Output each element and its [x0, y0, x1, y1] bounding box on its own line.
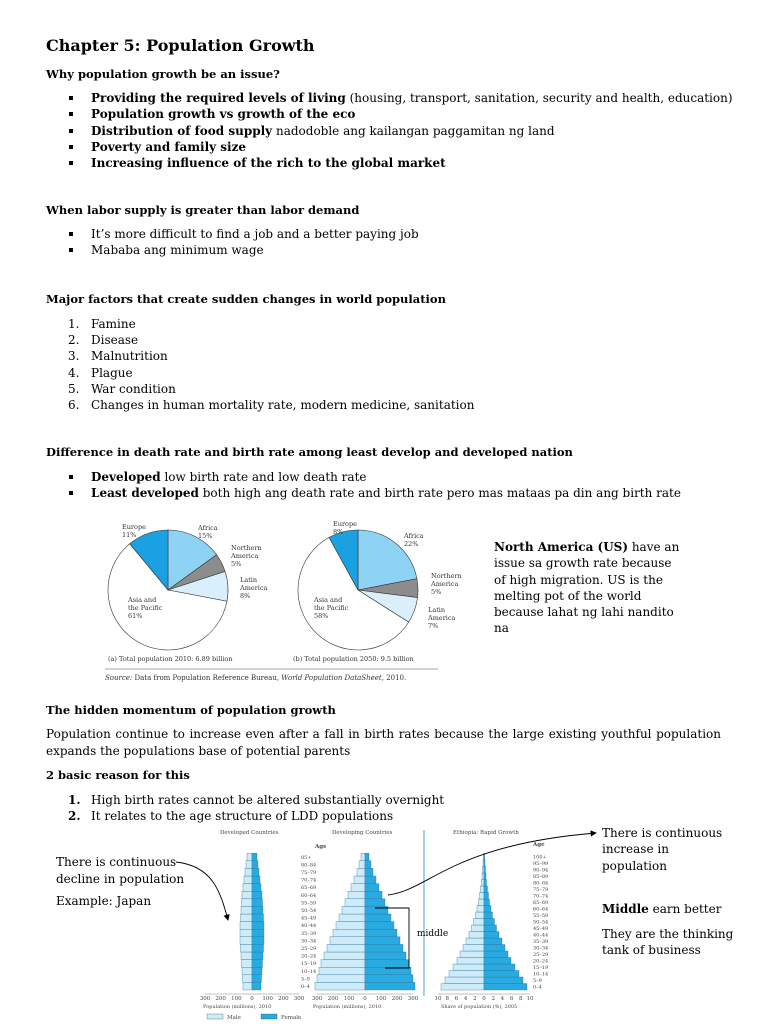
age-label-ethiopia: 55–59 [533, 913, 549, 919]
pyramid-bar-female [484, 964, 515, 971]
list-item: 1. High birth rates cannot be altered substantially overnight [68, 793, 445, 807]
axis-tick-label: 100 [262, 996, 273, 1002]
age-label: 15–19 [301, 961, 317, 968]
age-label: 0–4 [301, 984, 310, 990]
pyramid-bar-male [242, 960, 253, 968]
axis-tick-label: 300 [199, 996, 211, 1002]
list-item: Poverty and family size [66, 139, 733, 155]
pyramid-bar-male [339, 914, 365, 922]
age-label-ethiopia: 0–4 [533, 984, 542, 991]
pyramid-ethiopia [441, 854, 527, 991]
pie-b-label-asia-pct: 58% [314, 612, 329, 620]
pyramid-bar-female [365, 861, 371, 869]
age-label: 65–69 [301, 885, 317, 892]
pyramid-bar-male [247, 853, 252, 861]
pyramid-bar-male [460, 951, 484, 958]
legend-female-label: Female [281, 1015, 302, 1021]
list-item: Providing the required levels of living (housing, transport, sanitation, security and health, education) [66, 90, 733, 106]
pyramid-2-title: Developing Countries [332, 830, 393, 836]
pie-b-label-africa-pct: 22% [404, 540, 419, 548]
pyramid-bar-female [365, 960, 409, 968]
pie-a-label-asia-pct: 61% [128, 612, 143, 620]
pyramid-bar-female [365, 922, 394, 930]
section-heading-issue: Why population growth be an issue? [46, 67, 280, 81]
pyramid-bar-male [482, 873, 484, 880]
list-item: Distribution of food supply nadodoble ang kailangan paggamitan ng land [66, 123, 733, 139]
pyramid-bar-male [357, 868, 365, 876]
legend-female-swatch [261, 1014, 277, 1019]
pyramid-bar-male [472, 925, 485, 932]
decline-note: There is continuous decline in population [56, 855, 185, 886]
pyramid-bar-male [324, 952, 365, 960]
pyramid-1-xlabel: Population (millions), 2010 [203, 1004, 272, 1010]
pyramid-bar-male [345, 899, 365, 907]
pyramid-bar-female [365, 906, 388, 914]
pyramid-bar-female [484, 860, 485, 867]
age-label-ethiopia: 70–74 [533, 893, 549, 900]
pyramid-bar-male [359, 861, 365, 869]
pyramid-developing [315, 853, 415, 990]
list-item: 4. Plague [68, 365, 133, 380]
pyramid-bar-female [365, 899, 385, 907]
pie-b-label-na-pct: 5% [431, 588, 442, 596]
pie-a-label-africa-pct: 15% [198, 532, 213, 540]
axis-tick-label: 10 [526, 996, 534, 1002]
pyramid-bar-female [484, 873, 486, 880]
pyramid-bar-male [244, 876, 252, 884]
axis-tick-label: 8 [445, 996, 449, 1002]
section-heading-labor: When labor supply is greater than labor demand [46, 203, 360, 217]
pyramid-3-xlabel: Share of population (%), 2005 [441, 1004, 518, 1010]
pie-b-label-europe: Europe [333, 520, 357, 528]
pyramid-bar-male [240, 922, 252, 930]
pyramid-bar-female [365, 975, 413, 983]
difference-list [66, 469, 681, 502]
pyramid-bar-female [365, 929, 397, 937]
axis-tick-label: 2 [473, 996, 477, 1002]
age-label-ethiopia: 15–19 [533, 965, 549, 971]
pyramid-developed [240, 853, 264, 990]
pyramid-bar-male [445, 977, 484, 984]
list-item: 3. Malnutrition [68, 349, 168, 364]
pie-b-label-na: Northern [431, 572, 462, 580]
pyramid-bar-male [336, 922, 365, 930]
axis-tick-label: 200 [391, 996, 403, 1002]
section-heading-difference: Difference in death rate and birth rate among least develop and developed nation [46, 445, 573, 459]
age-label: 20–24 [301, 953, 317, 960]
pyramid-bar-male [243, 884, 252, 892]
pyramid-bar-male [342, 906, 365, 914]
axis-tick-label: 6 [454, 996, 459, 1002]
momentum-paragraph: Population continue to increase even after a fall in birth rates because the large existing youthful population expands the populations base of potential parents [46, 727, 721, 758]
list-item: 1. Famine [68, 317, 136, 331]
age-label: 10–14 [301, 968, 317, 975]
pie-chart-2050 [298, 530, 418, 650]
pie-a-label-asia-2: the Pacific [128, 604, 163, 612]
pyramid-bar-male [477, 906, 484, 913]
pie-b-label-la-pct: 7% [428, 622, 439, 630]
pyramid-bar-male [240, 929, 252, 937]
age-label-ethiopia: 35–39 [533, 939, 549, 945]
pyramid-bar-female [252, 868, 259, 876]
pie-b-label-la: Latin [428, 606, 446, 614]
list-item: 5. War condition [68, 381, 176, 396]
list-item: 2. Disease [68, 333, 139, 348]
pyramid-bar-male [242, 899, 253, 907]
pyramid-bar-female [365, 884, 379, 892]
pyramid-bar-female [484, 867, 486, 874]
pyramid-bar-female [365, 982, 415, 990]
pyramid-bar-male [246, 861, 252, 869]
pyramid-bar-male [441, 984, 484, 991]
pie-a-label-na-pct: 5% [231, 560, 242, 568]
axis-tick-label: 300 [293, 996, 305, 1002]
axis-tick-label: 10 [434, 996, 442, 1002]
pyramid-bar-male [240, 937, 252, 945]
pie-b-label-na-2: America [431, 580, 459, 588]
pyramid-bar-female [365, 937, 400, 945]
pyramid-bar-male [242, 891, 252, 899]
pyramid-bar-female [365, 944, 403, 952]
pyramid-bar-male [321, 960, 365, 968]
age-label: 80–84 [301, 862, 317, 869]
pyramid-bar-male [483, 867, 485, 874]
age-label-ethiopia: 95–99 [533, 861, 549, 867]
list-item: Least developed both high ang death rate and birth rate pero mas mataas pa din ang birth rate [66, 485, 681, 501]
pyramid-bar-female [484, 932, 499, 939]
pie-a-label-europe: Europe [122, 523, 146, 531]
pyramid-bar-female [365, 853, 369, 861]
pyramid-bar-female [484, 886, 488, 893]
pyramid-bar-male [469, 932, 484, 939]
pyramid-bar-female [252, 960, 263, 968]
pyramid-bar-male [315, 982, 365, 990]
pyramid-bar-male [480, 893, 485, 900]
pyramid-bar-female [252, 906, 263, 914]
axis-tick-label: 6 [509, 996, 514, 1002]
pyramid-bar-male [317, 975, 365, 983]
pyramid-bar-female [484, 945, 505, 952]
axis-tick-label: 100 [375, 996, 387, 1002]
pyramid-bar-male [241, 952, 252, 960]
age-label-ethiopia: 25–29 [533, 952, 549, 958]
list-item: Developed low birth rate and low death rate [66, 469, 681, 485]
pyramid-1-title: Developed Countries [220, 830, 279, 836]
pyramid-bar-female [252, 952, 263, 960]
pyramid-bar-female [252, 975, 262, 983]
pyramid-bar-female [484, 906, 491, 913]
pyramid-bar-female [484, 899, 490, 906]
middle-label: middle [417, 929, 449, 939]
age-label: 35–39 [301, 930, 317, 937]
pyramid-bar-female [484, 951, 508, 958]
pyramid-bar-male [333, 929, 365, 937]
axis-tick-label: 200 [278, 996, 289, 1002]
pie-chart-2010 [108, 530, 228, 650]
pie-b-label-asia-2: the Pacific [314, 604, 349, 612]
middle-note: Middle earn better [602, 902, 722, 916]
pyramid-bar-female [484, 977, 523, 984]
list-item: It’s more difficult to find a job and a better paying job [66, 226, 419, 242]
age-label-ethiopia: 45–49 [533, 926, 549, 932]
age-label: 75–79 [301, 870, 317, 876]
pie-charts-figure [100, 515, 462, 685]
pyramid-bar-male [243, 982, 252, 990]
pyramid-bar-female [484, 984, 527, 991]
axis-tick-label: 8 [519, 996, 523, 1002]
axis-tick-label: 0 [363, 996, 367, 1002]
pyramid-bar-male [348, 891, 365, 899]
pie-a-label-europe-pct: 11% [122, 531, 137, 539]
pyramid-axes [200, 994, 534, 1002]
list-item: Population growth vs growth of the eco [66, 106, 733, 122]
page-title: Chapter 5: Population Growth [46, 36, 315, 55]
pyramid-bar-male [453, 964, 484, 971]
pyramid-bar-female [484, 919, 495, 926]
age-label-ethiopia: 90–94 [533, 867, 549, 874]
pie-a-label-na: Northern [231, 544, 262, 552]
pyramid-bar-female [484, 912, 493, 919]
pyramid-bar-female [252, 861, 258, 869]
age-label: 5–9 [301, 976, 310, 983]
labor-list [66, 226, 419, 259]
age-label-ethiopia: 100+ [533, 854, 547, 861]
reasons-list [66, 792, 444, 824]
pyramid-bar-male [327, 944, 365, 952]
pyramid-bar-female [252, 967, 262, 975]
axis-tick-label: 2 [491, 996, 495, 1002]
section-heading-factors: Major factors that create sudden changes in world population [46, 292, 446, 306]
pyramid-bar-male [476, 912, 485, 919]
pyramid-bar-female [252, 891, 262, 899]
axis-tick-label: 300 [407, 996, 419, 1002]
axis-tick-label: 4 [500, 996, 505, 1002]
age-label-ethiopia: 40–44 [533, 932, 549, 939]
pie-b-label-la-2: America [428, 614, 456, 622]
factors-list [66, 316, 474, 413]
pyramid-2-xlabel: Population (millions), 2010 [313, 1004, 382, 1010]
pyramid-bar-female [365, 952, 406, 960]
list-item: Increasing influence of the rich to the global market [66, 155, 733, 171]
pyramid-bar-male [241, 914, 253, 922]
pyramid-bar-male [482, 880, 485, 887]
pie-a-label-la-2: America [240, 584, 268, 592]
pyramid-bar-female [252, 929, 264, 937]
axis-tick-label: 200 [327, 996, 339, 1002]
pie-a-label-la-pct: 8% [240, 592, 251, 600]
pie-b-label-africa: Africa [404, 532, 424, 540]
issue-list [66, 90, 733, 171]
thinking-note: They are the thinking tank of business [602, 927, 734, 958]
age-label-ethiopia: 50–54 [533, 919, 549, 926]
increase-note: There is continuous increase in population [602, 826, 723, 873]
pyramid-bar-male [241, 906, 252, 914]
figure-source: Source: Data from Population Reference Bureau, World Population DataSheet, 2010. [105, 674, 407, 682]
pie-a-label-la: Latin [240, 576, 258, 584]
subheading-reasons: 2 basic reason for this [46, 768, 190, 782]
pyramid-bar-female [252, 937, 264, 945]
pyramid-bar-male [243, 975, 253, 983]
pyramid-bar-female [484, 925, 497, 932]
north-america-note: North America (US) have an issue sa growth rate because of high migration. US is the melting pot of the world because lahat ng lahi nandito na [494, 540, 680, 636]
age-label-ethiopia: 20–24 [533, 958, 549, 965]
age-label-ethiopia: 10–14 [533, 971, 549, 978]
pyramid-bar-female [484, 938, 502, 945]
pie-b-label-asia: Asia and [314, 596, 343, 604]
pyramid-bar-female [484, 893, 489, 900]
axis-tick-label: 0 [250, 996, 254, 1002]
age-label: 50–54 [301, 908, 317, 914]
pyramid-bar-female [484, 958, 511, 965]
pyramid-bar-male [474, 919, 485, 926]
pyramid-bar-female [252, 884, 261, 892]
pyramid-bar-female [365, 868, 373, 876]
pyramid-bar-female [365, 891, 382, 899]
age-label: 55–59 [301, 900, 317, 907]
axis-tick-label: 200 [215, 996, 226, 1002]
age-label: 70–74 [301, 877, 317, 884]
list-item: Mababa ang minimum wage [66, 242, 419, 258]
pyramid-bar-female [252, 853, 257, 861]
pyramid-bar-male [457, 958, 484, 965]
pyramid-bar-female [484, 880, 487, 887]
example-japan: Example: Japan [56, 894, 152, 908]
age-label-ethiopia: 85–89 [533, 874, 549, 880]
pyramid-3-title: Ethiopia: Rapid Growth [453, 830, 519, 836]
pyramid-bar-female [365, 914, 391, 922]
age-label-ethiopia: 60–64 [533, 906, 549, 913]
pyramid-bar-male [242, 967, 252, 975]
pyramid-bar-female [252, 914, 264, 922]
pyramid-bar-male [245, 868, 252, 876]
pie-a-caption: (a) Total population 2010: 6.89 billion [108, 655, 233, 663]
list-item: 6. Changes in human mortality rate, modern medicine, sanitation [68, 397, 475, 412]
pyramid-bar-male [319, 967, 365, 975]
age-label: 85+ [301, 854, 312, 861]
age-label-ethiopia: 65–69 [533, 900, 549, 906]
age-label-ethiopia: 75–79 [533, 887, 549, 893]
pyramid-age-label: Age [315, 844, 327, 850]
age-label: 40–44 [301, 923, 317, 930]
pyramid-bar-female [484, 854, 485, 861]
pyramid-bar-female [252, 944, 264, 952]
age-label: 25–29 [301, 946, 317, 952]
pyramid-3-age-label: Age [533, 842, 545, 848]
age-label: 60–64 [301, 892, 317, 899]
population-pyramids-figure [195, 826, 555, 1022]
axis-tick-label: 300 [311, 996, 323, 1002]
pyramid-bar-female [484, 971, 519, 978]
pyramid-bar-male [479, 899, 485, 906]
pyramid-bar-male [466, 938, 484, 945]
age-label-ethiopia: 5–9 [533, 978, 542, 984]
axis-tick-label: 100 [343, 996, 355, 1002]
pyramid-bar-male [481, 886, 485, 893]
pie-a-label-na-2: America [231, 552, 259, 560]
pyramid-bar-female [252, 876, 260, 884]
pie-a-label-asia: Asia and [128, 596, 157, 604]
age-label-ethiopia: 30–34 [533, 945, 549, 952]
pyramid-bar-male [361, 853, 365, 861]
axis-tick-label: 0 [482, 996, 486, 1002]
axis-tick-label: 4 [463, 996, 468, 1002]
age-label: 45–49 [301, 915, 317, 922]
section-heading-momentum: The hidden momentum of population growth [46, 703, 336, 717]
pie-b-caption: (b) Total population 2050: 9.5 billion [293, 655, 414, 663]
pyramid-bar-female [252, 922, 264, 930]
pyramid-bar-male [354, 876, 365, 884]
pie-a-label-africa: Africa [198, 524, 218, 532]
pyramid-bar-female [252, 899, 263, 907]
legend-male-swatch [207, 1014, 223, 1019]
pie-b-label-europe-pct: 8% [333, 528, 344, 536]
age-label: 30–34 [301, 938, 317, 945]
pyramid-bar-male [330, 937, 365, 945]
pyramid-bar-male [449, 971, 484, 978]
legend-male-label: Male [227, 1015, 241, 1021]
pyramid-bar-male [463, 945, 484, 952]
axis-tick-label: 100 [231, 996, 242, 1002]
pyramid-bar-male [241, 944, 253, 952]
age-label-ethiopia: 80–84 [533, 880, 549, 887]
pyramid-bar-female [252, 982, 261, 990]
pyramid-bar-female [365, 876, 376, 884]
pyramid-bar-male [351, 884, 365, 892]
list-item: 2. It relates to the age structure of LDD populations [68, 809, 394, 824]
